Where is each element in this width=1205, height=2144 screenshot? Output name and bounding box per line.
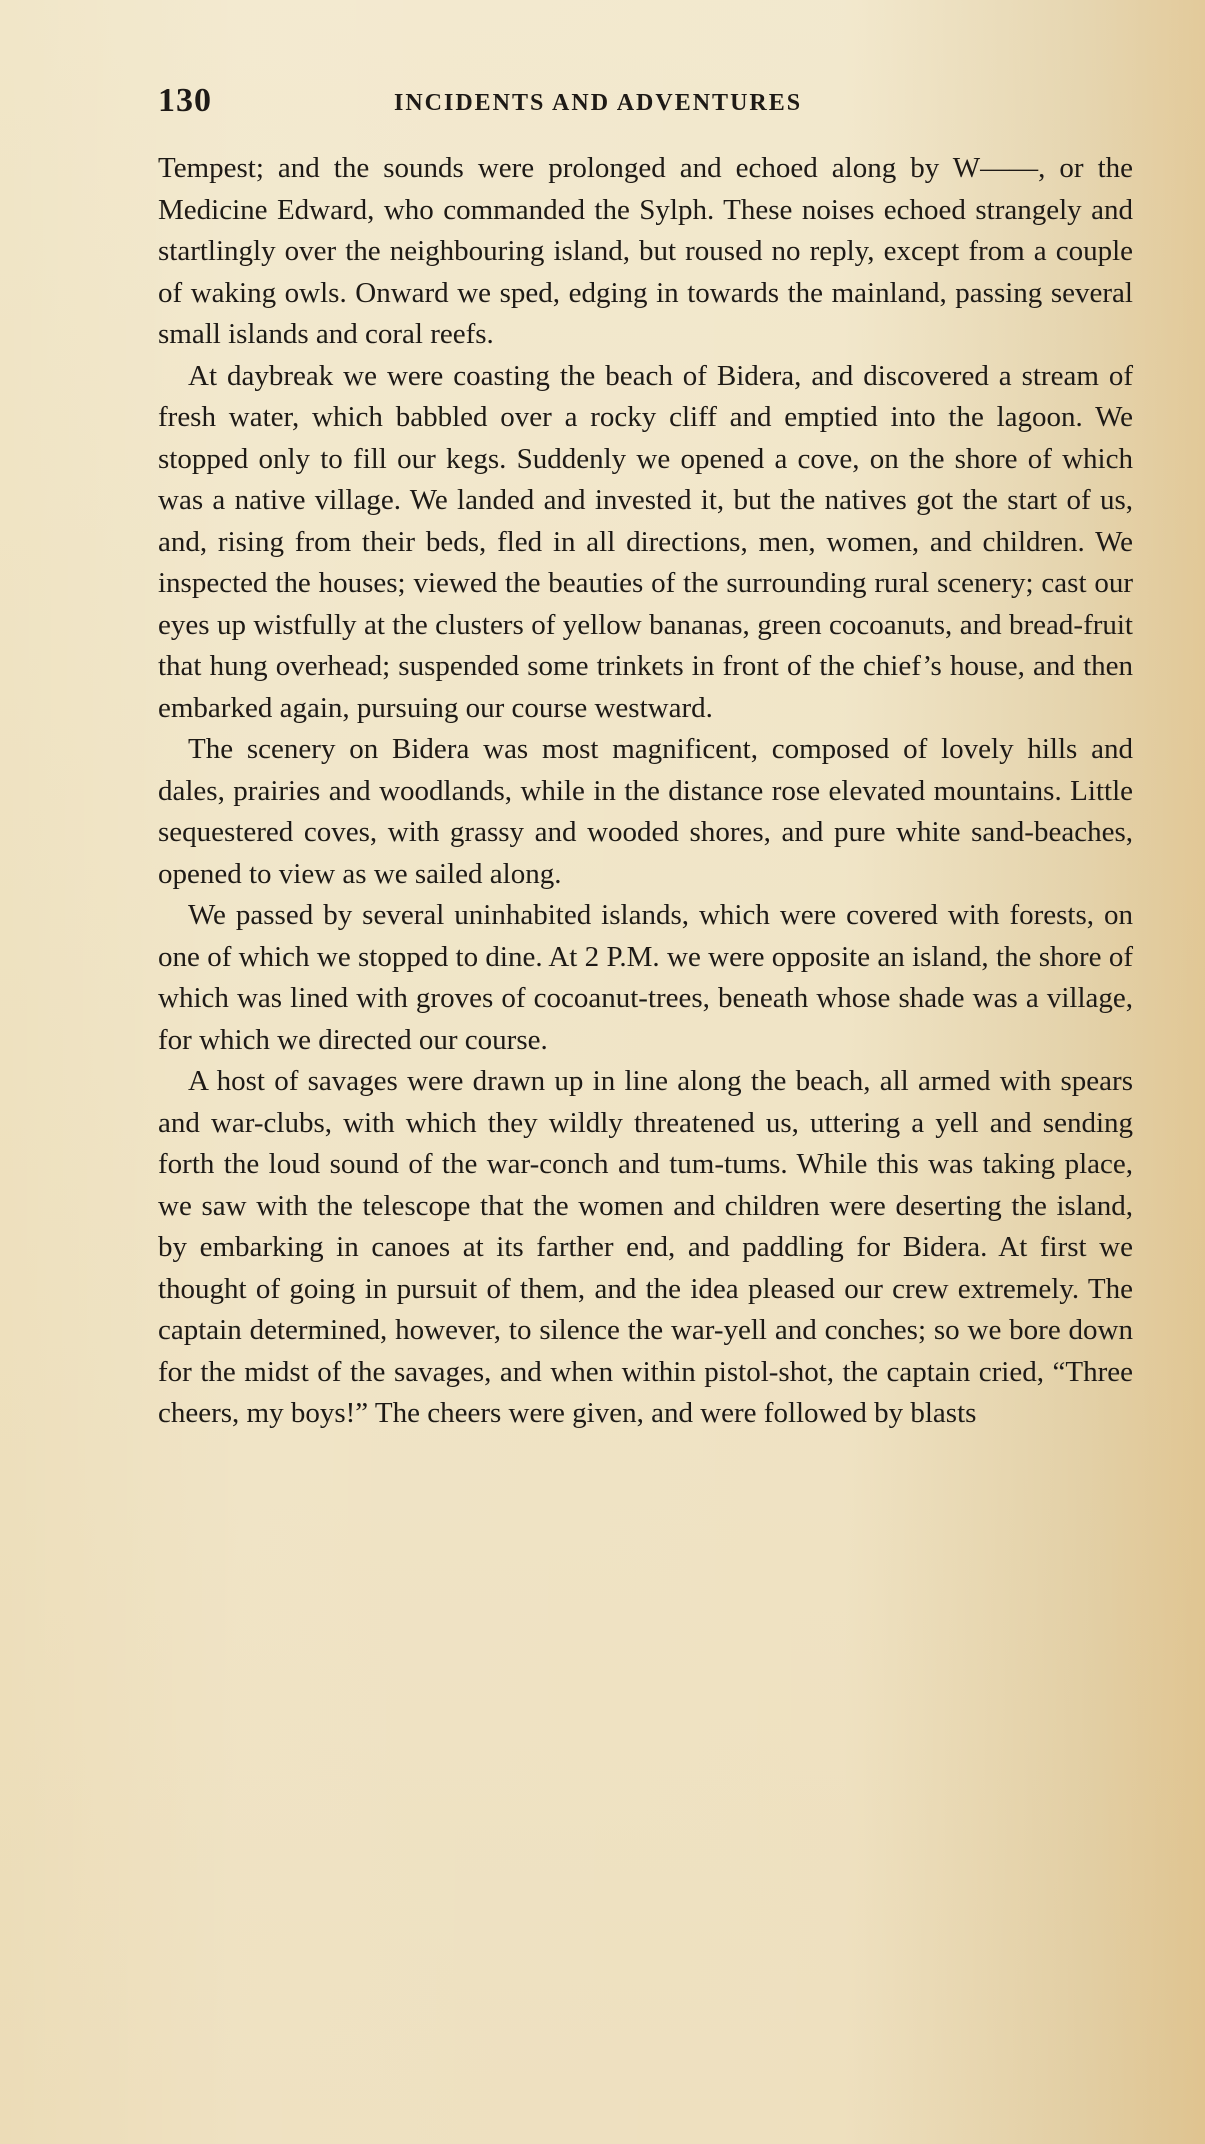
paragraph: A host of savages were drawn up in line along the beach, all armed with spears and war-clubs, with which they wildly threatened us, uttering a yell and sending forth the loud sound of the war-conch and tum-tums. While this was taking place, we saw with the telescope that the women and children were deserting the island, by embarking in canoes at its farther end, and paddling for Bidera. At first we thought of going in pursuit of them, and the idea pleased our crew extremely. The captain determined, however, to silence the war-yell and conches; so we bore down for the midst of the savages, and when within pistol-shot, the captain cried, “Three cheers, my boys!” The cheers were given, and were followed by blasts [158, 1065, 1133, 1429]
running-head: INCIDENTS AND ADVENTURES [394, 90, 803, 116]
page-header [158, 82, 1128, 126]
body-text [158, 148, 1133, 1435]
paragraph: At daybreak we were coasting the beach of Bidera, and discovered a stream of fresh water, which babbled over a rocky cliff and emptied into the lagoon. We stopped only to fill our kegs. Suddenly we opened a cove, on the shore of which was a native village. We landed and invested it, but the natives got the start of us, and, rising from their beds, fled in all directions, men, women, and children. We inspected the houses; viewed the beauties of the surrounding rural scenery; cast our eyes up wistfully at the clusters of yellow bananas, green cocoanuts, and bread-fruit that hung overhead; suspended some trinkets in front of the chief’s house, and then embarked again, pursuing our course westward. [158, 359, 1133, 724]
paragraph: We passed by several uninhabited islands, which were covered with forests, on one of which we stopped to dine. At 2 P.M. we were opposite an island, the shore of which was lined with groves of cocoanut-trees, beneath whose shade was a village, for which we directed our course. [158, 899, 1133, 1056]
paragraph: Tempest; and the sounds were prolonged and echoed along by W——, or the Medicine Edward, who commanded the Sylph. These noises echoed strangely and startlingly over the neighbouring island, but roused no reply, except from a couple of waking owls. Onward we sped, edging in towards the mainland, passing several small islands and coral reefs. [158, 152, 1133, 350]
page-number: 130 [158, 82, 212, 119]
paragraph: The scenery on Bidera was most magnificent, composed of lovely hills and dales, prairies and woodlands, while in the distance rose elevated mountains. Little sequestered coves, with grassy and wooded shores, and pure white sand-beaches, opened to view as we sailed along. [158, 733, 1133, 890]
